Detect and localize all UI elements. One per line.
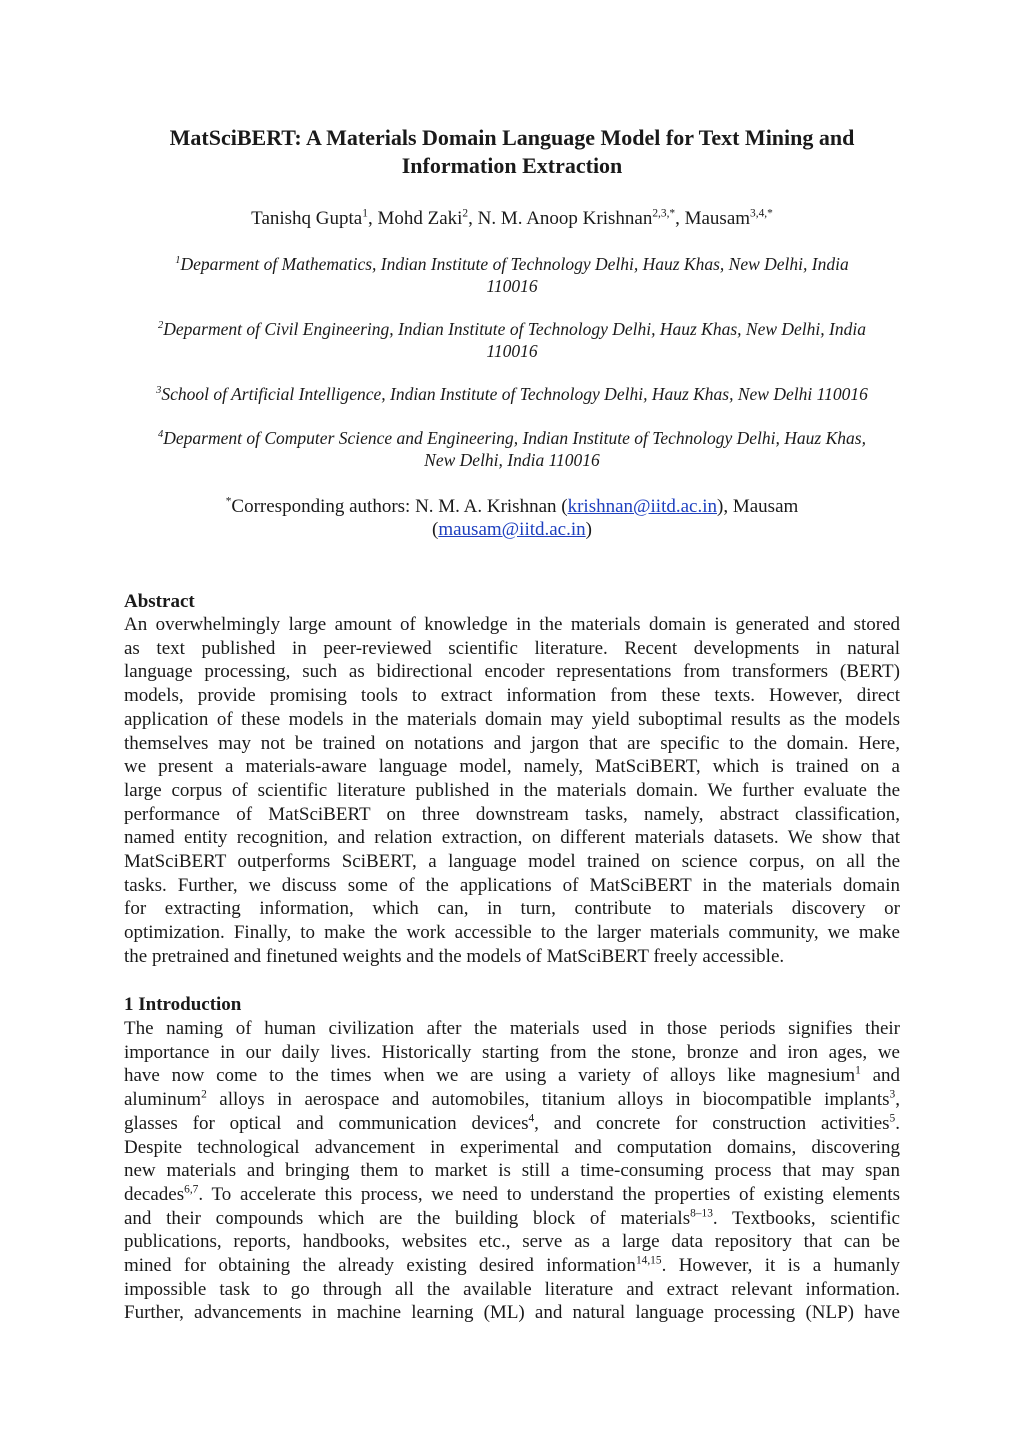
affiliation-1 — [110, 253, 914, 297]
affiliation-text: 110016 — [486, 341, 538, 361]
affiliation-text: 110016 — [486, 276, 538, 296]
affiliation-text: Deparment of Computer Science and Engineering, Indian Institute of Technology Delhi, Hauz Khas, — [163, 428, 866, 448]
corresponding-close: ) — [585, 519, 592, 540]
citation-mark: 5 — [889, 1112, 896, 1125]
introduction-body — [124, 1017, 900, 1325]
intro-line: mined for obtaining the already existing desired information$^{14,15}$. However, it is a humanly — [124, 1254, 901, 1277]
intro-line: and their compounds which are the building block of materials$^{8-13}$. Textbooks, scientific — [124, 1207, 900, 1229]
title-line-1: MatSciBERT: A Materials Domain Language Model for Text Mining and — [169, 125, 855, 150]
intro-line: importance in our daily lives. Historically starting from the stone, bronze and iron ages, we — [124, 1041, 900, 1063]
affiliation-text: Deparment of Civil Engineering, Indian Institute of Technology Delhi, Hauz Khas, New Delhi, India — [163, 319, 866, 339]
affiliation-3 — [110, 383, 914, 405]
intro-line: decades$^{6,7}$. To accelerate this process, we need to understand the properties of existing elements — [124, 1183, 900, 1205]
author-list: Tanishq Gupta$^1$, Mohd Zaki$^2$, N. M. Anoop Krishnan$^{2,3,*}$, Mausam$^{3,4,*}$ — [251, 207, 773, 229]
introduction-heading: 1 Introduction — [124, 994, 242, 1015]
citation-mark: 1 — [855, 1065, 861, 1078]
abstract-line: tasks. Further, we discuss some of the applications of MatSciBERT in the materials domain — [124, 874, 900, 896]
abstract-line: MatSciBERT outperforms SciBERT, a language model trained on science corpus, on all the — [124, 851, 900, 873]
intro-line: Despite technological advancement in experimental and computation domains, discovering — [124, 1136, 900, 1158]
author-name: Mohd Zaki — [377, 208, 463, 229]
paper-title — [100, 124, 924, 180]
affiliation-text: New Delhi, India 110016 — [424, 450, 600, 470]
citation-mark: 2 — [201, 1088, 207, 1101]
title-line-2: Information Extraction — [401, 153, 623, 178]
abstract-line: optimization. Finally, to make the work accessible to the larger materials community, we make — [124, 922, 900, 944]
author-affiliation-mark: 3,4,* — [750, 207, 773, 220]
abstract-line: for extracting information, which can, in turn, contribute to materials discovery or — [124, 898, 900, 920]
abstract-line: we present a materials-aware language model, namely, MatSciBERT, which is trained on a — [124, 756, 900, 778]
intro-line: publications, reports, handbooks, websites etc., serve as a large data repository that can be — [124, 1231, 900, 1253]
intro-line: The naming of human civilization after the materials used in those periods signifies their — [124, 1018, 900, 1039]
corresponding-mark: * — [225, 495, 232, 508]
corresponding-middle: ), Mausam — [717, 496, 799, 517]
abstract-line: the pretrained and finetuned weights and the models of MatSciBERT freely accessible. — [124, 945, 785, 967]
email-link-krishnan[interactable]: krishnan@iitd.ac.in — [567, 496, 718, 517]
affiliation-mark: 3 — [156, 385, 162, 397]
abstract-line: models, provide promising tools to extract information from these texts. However, direct — [124, 685, 900, 707]
corresponding-open: ( — [432, 519, 439, 540]
author-name: N. M. Anoop Krishnan — [477, 208, 653, 229]
intro-line: new materials and bringing them to market is still a time-consuming process that may span — [124, 1160, 900, 1182]
abstract-line: language processing, such as bidirectional encoder representations from transformers (BERT) — [124, 661, 900, 683]
affiliation-4 — [110, 427, 914, 471]
author-affiliation-mark: 2,3,* — [652, 207, 676, 220]
abstract-line: application of these models in the materials domain may yield suboptimal results as the models — [124, 708, 900, 730]
author-name: Tanishq Gupta — [251, 208, 363, 229]
citation-mark: 8–13 — [690, 1207, 713, 1220]
intro-line: Further, advancements in machine learning (ML) and natural language processing (NLP) have — [124, 1302, 900, 1324]
citation-mark: 6,7 — [184, 1183, 199, 1196]
affiliation-text: School of Artificial Intelligence, Indian Institute of Technology Delhi, Hauz Khas, New Delhi 110016 — [161, 384, 868, 404]
author-name: Mausam — [684, 208, 751, 229]
intro-line: glasses for optical and communication devices$^4$, and concrete for construction activities$^5$. — [124, 1112, 900, 1134]
affiliation-mark: 4 — [158, 429, 164, 441]
author-affiliation-mark: 1 — [362, 207, 368, 220]
affiliation-mark: 1 — [175, 255, 181, 267]
abstract-line: as text published in peer-reviewed scientific literature. Recent developments in natural — [124, 637, 900, 659]
abstract-line: An overwhelmingly large amount of knowledge in the materials domain is generated and stored — [124, 614, 900, 635]
abstract-line: named entity recognition, and relation extraction, on different materials datasets. We show that — [124, 827, 900, 849]
abstract-line: performance of MatSciBERT on three downstream tasks, namely, abstract classification, — [124, 803, 900, 825]
corresponding-prefix: Corresponding authors: N. M. A. Krishnan ( — [231, 496, 568, 517]
abstract-line: large corpus of scientific literature published in the materials domain. We further evaluate the — [124, 779, 900, 801]
intro-line: impossible task to go through all the available literature and extract relevant information. — [124, 1278, 900, 1300]
intro-line: aluminum$^2$ alloys in aerospace and automobiles, titanium alloys in biocompatible implants$^3$, — [124, 1088, 900, 1111]
abstract-line: themselves may not be trained on notations and jargon that are specific to the domain. Here, — [124, 732, 900, 754]
citation-mark: 4 — [528, 1112, 535, 1125]
affiliation-mark: 2 — [158, 320, 164, 332]
affiliation-2 — [110, 318, 914, 362]
author-affiliation-mark: 2 — [462, 207, 469, 220]
abstract-heading: Abstract — [124, 591, 195, 612]
corresponding-authors — [110, 495, 914, 541]
email-link-mausam[interactable]: mausam@iitd.ac.in — [438, 519, 586, 540]
affiliation-text: Deparment of Mathematics, Indian Institute of Technology Delhi, Hauz Khas, New Delhi, India — [180, 254, 849, 274]
citation-mark: 3 — [889, 1088, 896, 1101]
citation-mark: 14,15 — [635, 1254, 662, 1267]
abstract-body — [124, 613, 900, 969]
intro-line: have now come to the times when we are using a variety of alloys like magnesium$^1$ and — [124, 1065, 900, 1087]
